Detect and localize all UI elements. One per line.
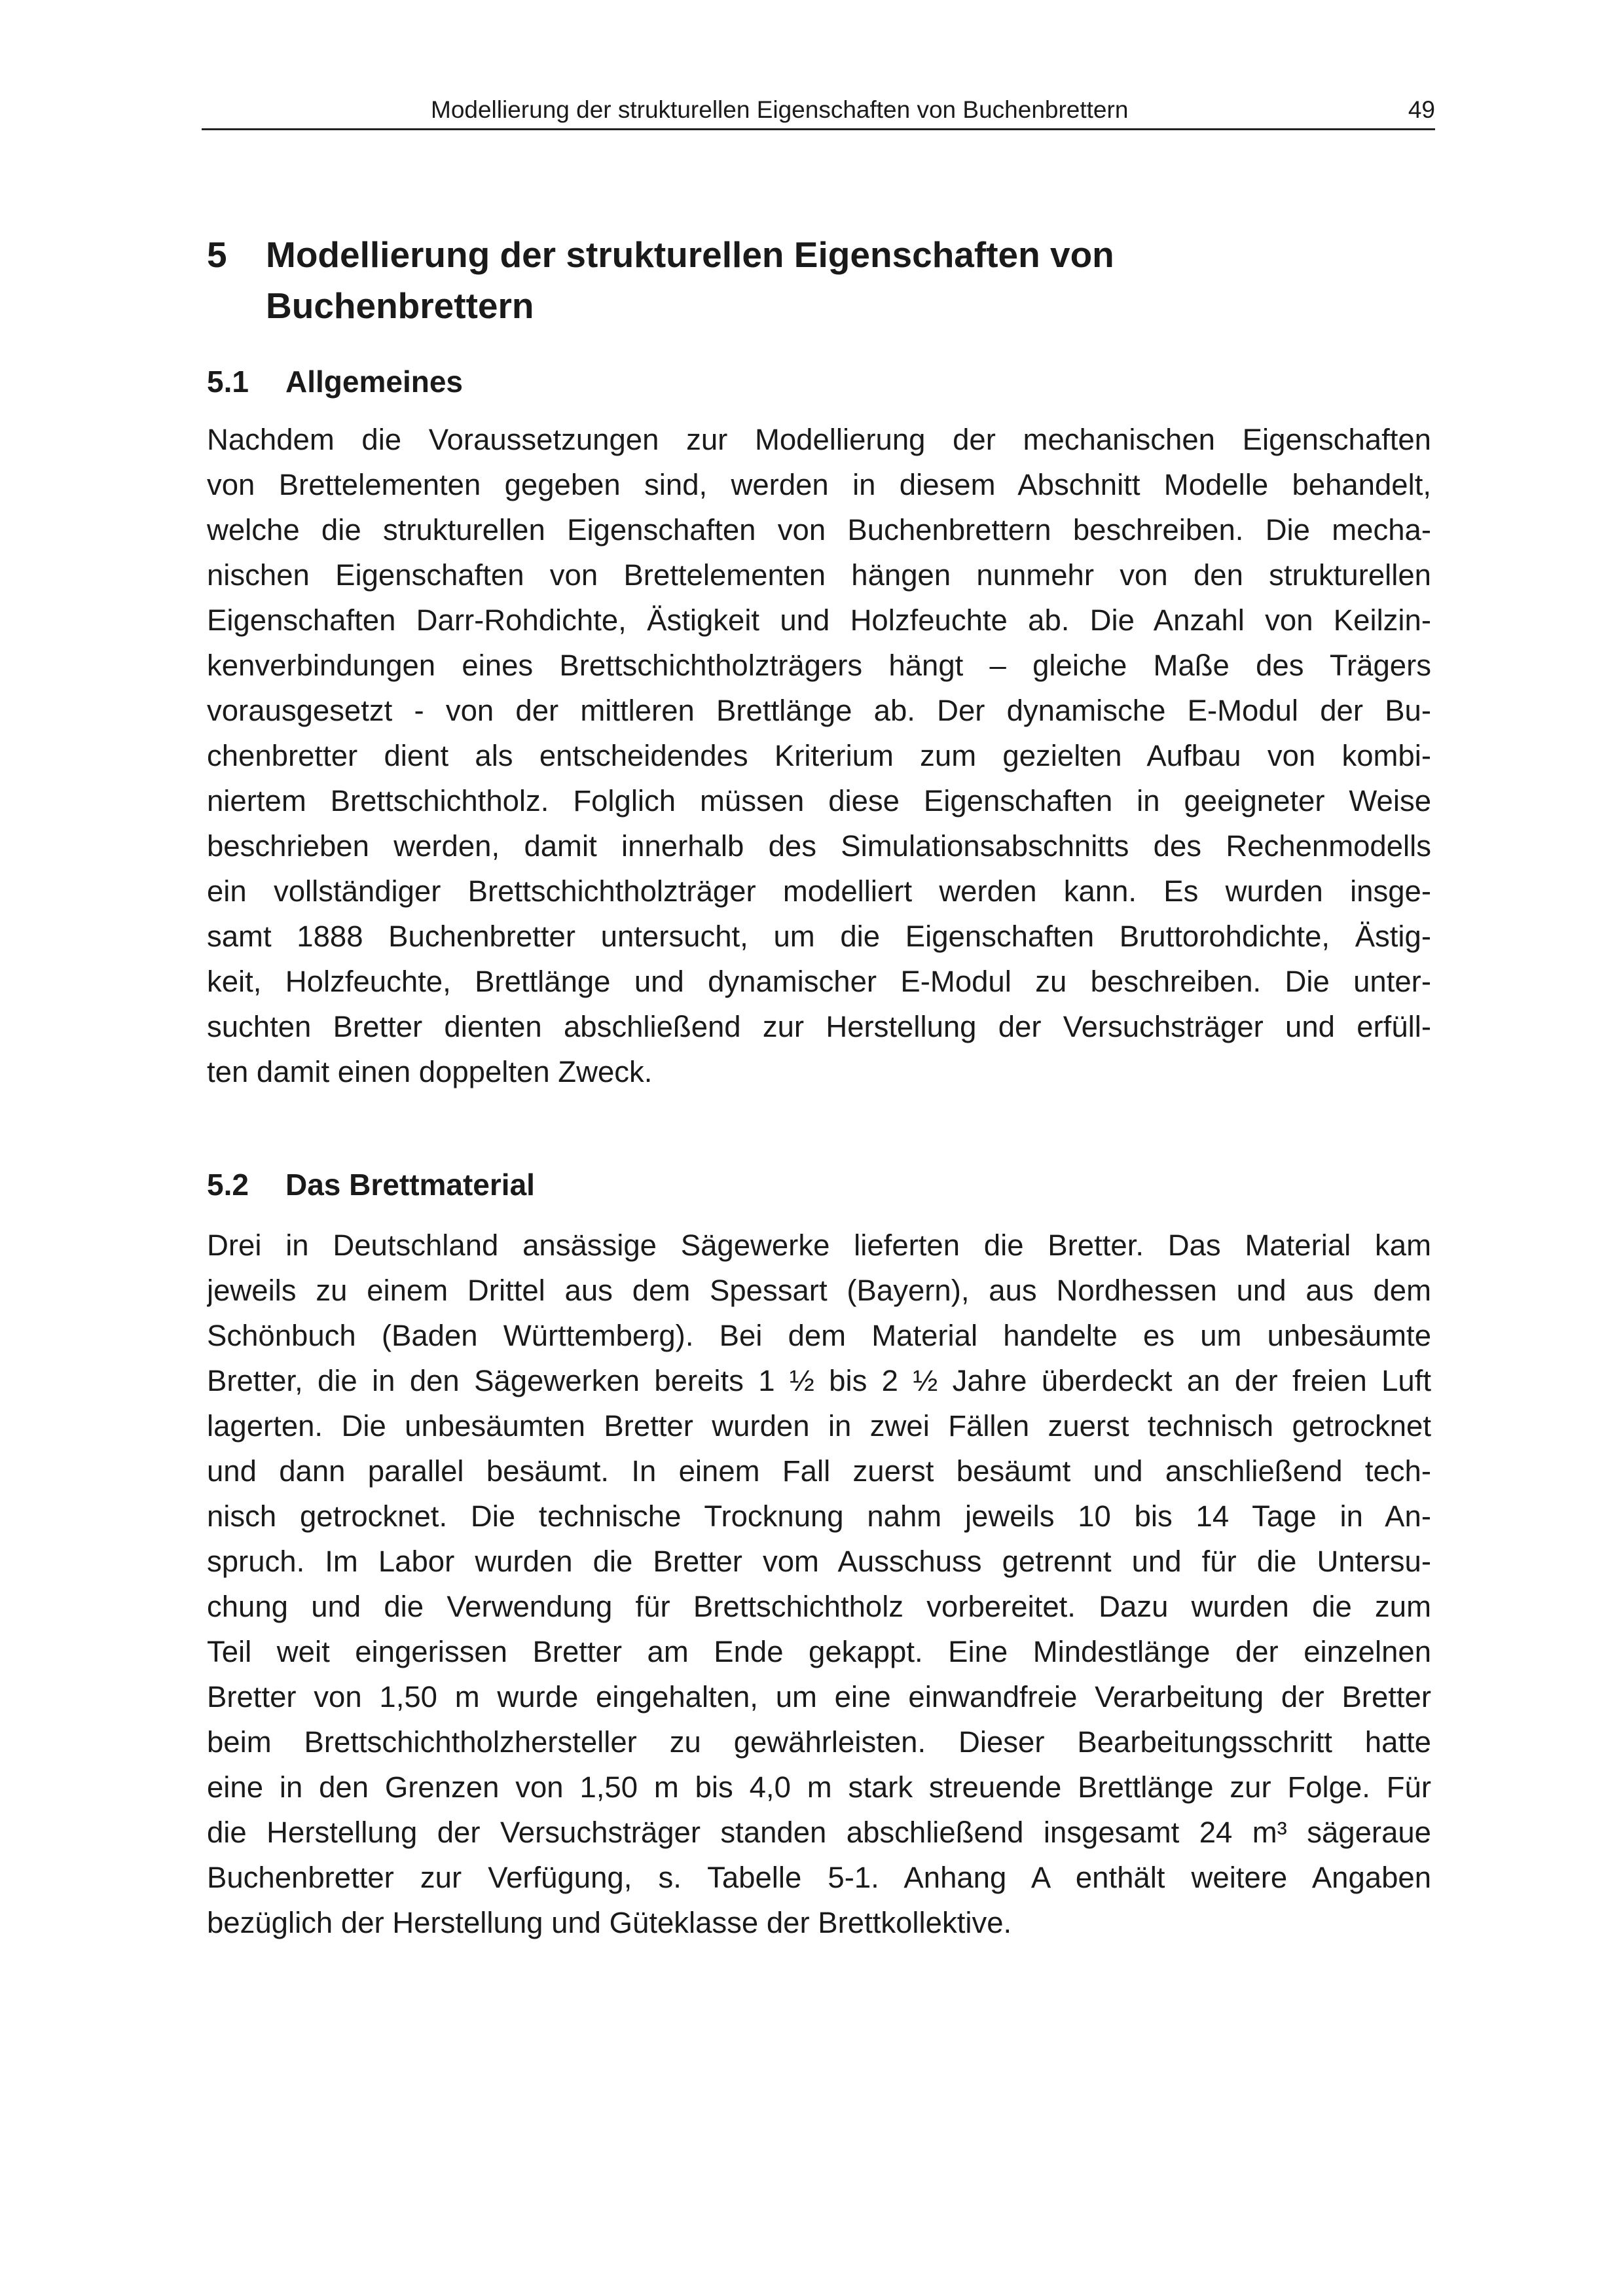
text-line: Drei in Deutschland ansässige Sägewerke lieferten die Bretter. Das Material kam xyxy=(207,1229,1431,1262)
text-line: jeweils zu einem Drittel aus dem Spessart (Bayern), aus Nordhessen und aus dem xyxy=(207,1274,1431,1307)
text-line: ein vollständiger Brettschichtholzträger modelliert werden kann. Es wurden insge- xyxy=(207,874,1431,908)
text-line: die Herstellung der Versuchsträger standen abschließend insgesamt 24 m³ sägeraue xyxy=(207,1816,1431,1849)
text-line: bezüglich der Herstellung und Güteklasse der Brettkollektive. xyxy=(207,1906,1012,1939)
text-line: spruch. Im Labor wurden die Bretter vom Ausschuss getrennt und für die Untersu- xyxy=(207,1545,1431,1578)
section-number: 5.1 xyxy=(207,365,249,399)
chapter-title-line: Buchenbrettern xyxy=(266,285,534,326)
text-line: eine in den Grenzen von 1,50 m bis 4,0 m stark streuende Brettlänge zur Folge. Für xyxy=(207,1770,1431,1804)
running-header xyxy=(202,92,1435,130)
text-line: Nachdem die Voraussetzungen zur Modellierung der mechanischen Eigenschaften xyxy=(207,423,1431,456)
text-line: Bretter, die in den Sägewerken bereits 1 ½ bis 2 ½ Jahre überdeckt an der freien Luft xyxy=(207,1364,1431,1397)
text-line: lagerten. Die unbesäumten Bretter wurden in zwei Fällen zuerst technisch getrocknet xyxy=(207,1409,1431,1443)
text-line: vorausgesetzt - von der mittleren Brettlänge ab. Der dynamische E-Modul der Bu- xyxy=(207,694,1431,727)
text-line: chenbretter dient als entscheidendes Kriterium zum gezielten Aufbau von kombi- xyxy=(207,739,1431,772)
text-line: Teil weit eingerissen Bretter am Ende gekappt. Eine Mindestlänge der einzelnen xyxy=(207,1635,1431,1668)
chapter-title-line: Modellierung der strukturellen Eigenschaften von xyxy=(266,234,1114,275)
text-line: beim Brettschichtholzhersteller zu gewährleisten. Dieser Bearbeitungsschritt hatte xyxy=(207,1725,1431,1759)
text-line: ten damit einen doppelten Zweck. xyxy=(207,1055,653,1088)
running-title: Modellierung der strukturellen Eigenschaften von Buchenbrettern xyxy=(431,96,1129,123)
text-line: beschrieben werden, damit innerhalb des Simulationsabschnitts des Rechenmodells xyxy=(207,829,1431,863)
section-title: Das Brettmaterial xyxy=(285,1168,535,1202)
text-line: kenverbindungen eines Brettschichtholzträgers hängt – gleiche Maße des Trägers xyxy=(207,649,1431,682)
paragraph-brettmaterial xyxy=(207,1223,1431,1945)
text-line: Eigenschaften Darr-Rohdichte, Ästigkeit und Holzfeuchte ab. Die Anzahl von Keilzin- xyxy=(207,603,1431,637)
text-line: chung und die Verwendung für Brettschichtholz vorbereitet. Dazu wurden die zum xyxy=(207,1590,1431,1623)
text-line: keit, Holzfeuchte, Brettlänge und dynamischer E-Modul zu beschreiben. Die unter- xyxy=(207,965,1431,998)
page-number: 49 xyxy=(1408,96,1435,123)
section-title: Allgemeines xyxy=(285,365,463,399)
text-line: Buchenbretter zur Verfügung, s. Tabelle 5-1. Anhang A enthält weitere Angaben xyxy=(207,1861,1431,1894)
section-number: 5.2 xyxy=(207,1168,249,1202)
text-line: nischen Eigenschaften von Brettelementen hängen nunmehr von den strukturellen xyxy=(207,558,1431,592)
text-line: und dann parallel besäumt. In einem Fall zuerst besäumt und anschließend tech- xyxy=(207,1454,1431,1488)
chapter-number: 5 xyxy=(207,234,227,275)
text-line: welche die strukturellen Eigenschaften von Buchenbrettern beschreiben. Die mecha- xyxy=(207,513,1431,547)
chapter-title xyxy=(266,229,1117,331)
paragraph-allgemeines xyxy=(207,417,1431,1094)
text-line: nisch getrocknet. Die technische Trocknung nahm jeweils 10 bis 14 Tage in An- xyxy=(207,1499,1431,1533)
text-line: von Brettelementen gegeben sind, werden in diesem Abschnitt Modelle behandelt, xyxy=(207,468,1431,501)
text-line: samt 1888 Buchenbretter untersucht, um die Eigenschaften Bruttorohdichte, Ästig- xyxy=(207,920,1431,953)
text-line: Schönbuch (Baden Württemberg). Bei dem Material handelte es um unbesäumte xyxy=(207,1319,1431,1352)
text-line: niertem Brettschichtholz. Folglich müssen diese Eigenschaften in geeigneter Weise xyxy=(207,784,1431,817)
text-line: Bretter von 1,50 m wurde eingehalten, um eine einwandfreie Verarbeitung der Bretter xyxy=(207,1680,1431,1713)
text-line: suchten Bretter dienten abschließend zur Herstellung der Versuchsträger und erfüll- xyxy=(207,1010,1431,1043)
